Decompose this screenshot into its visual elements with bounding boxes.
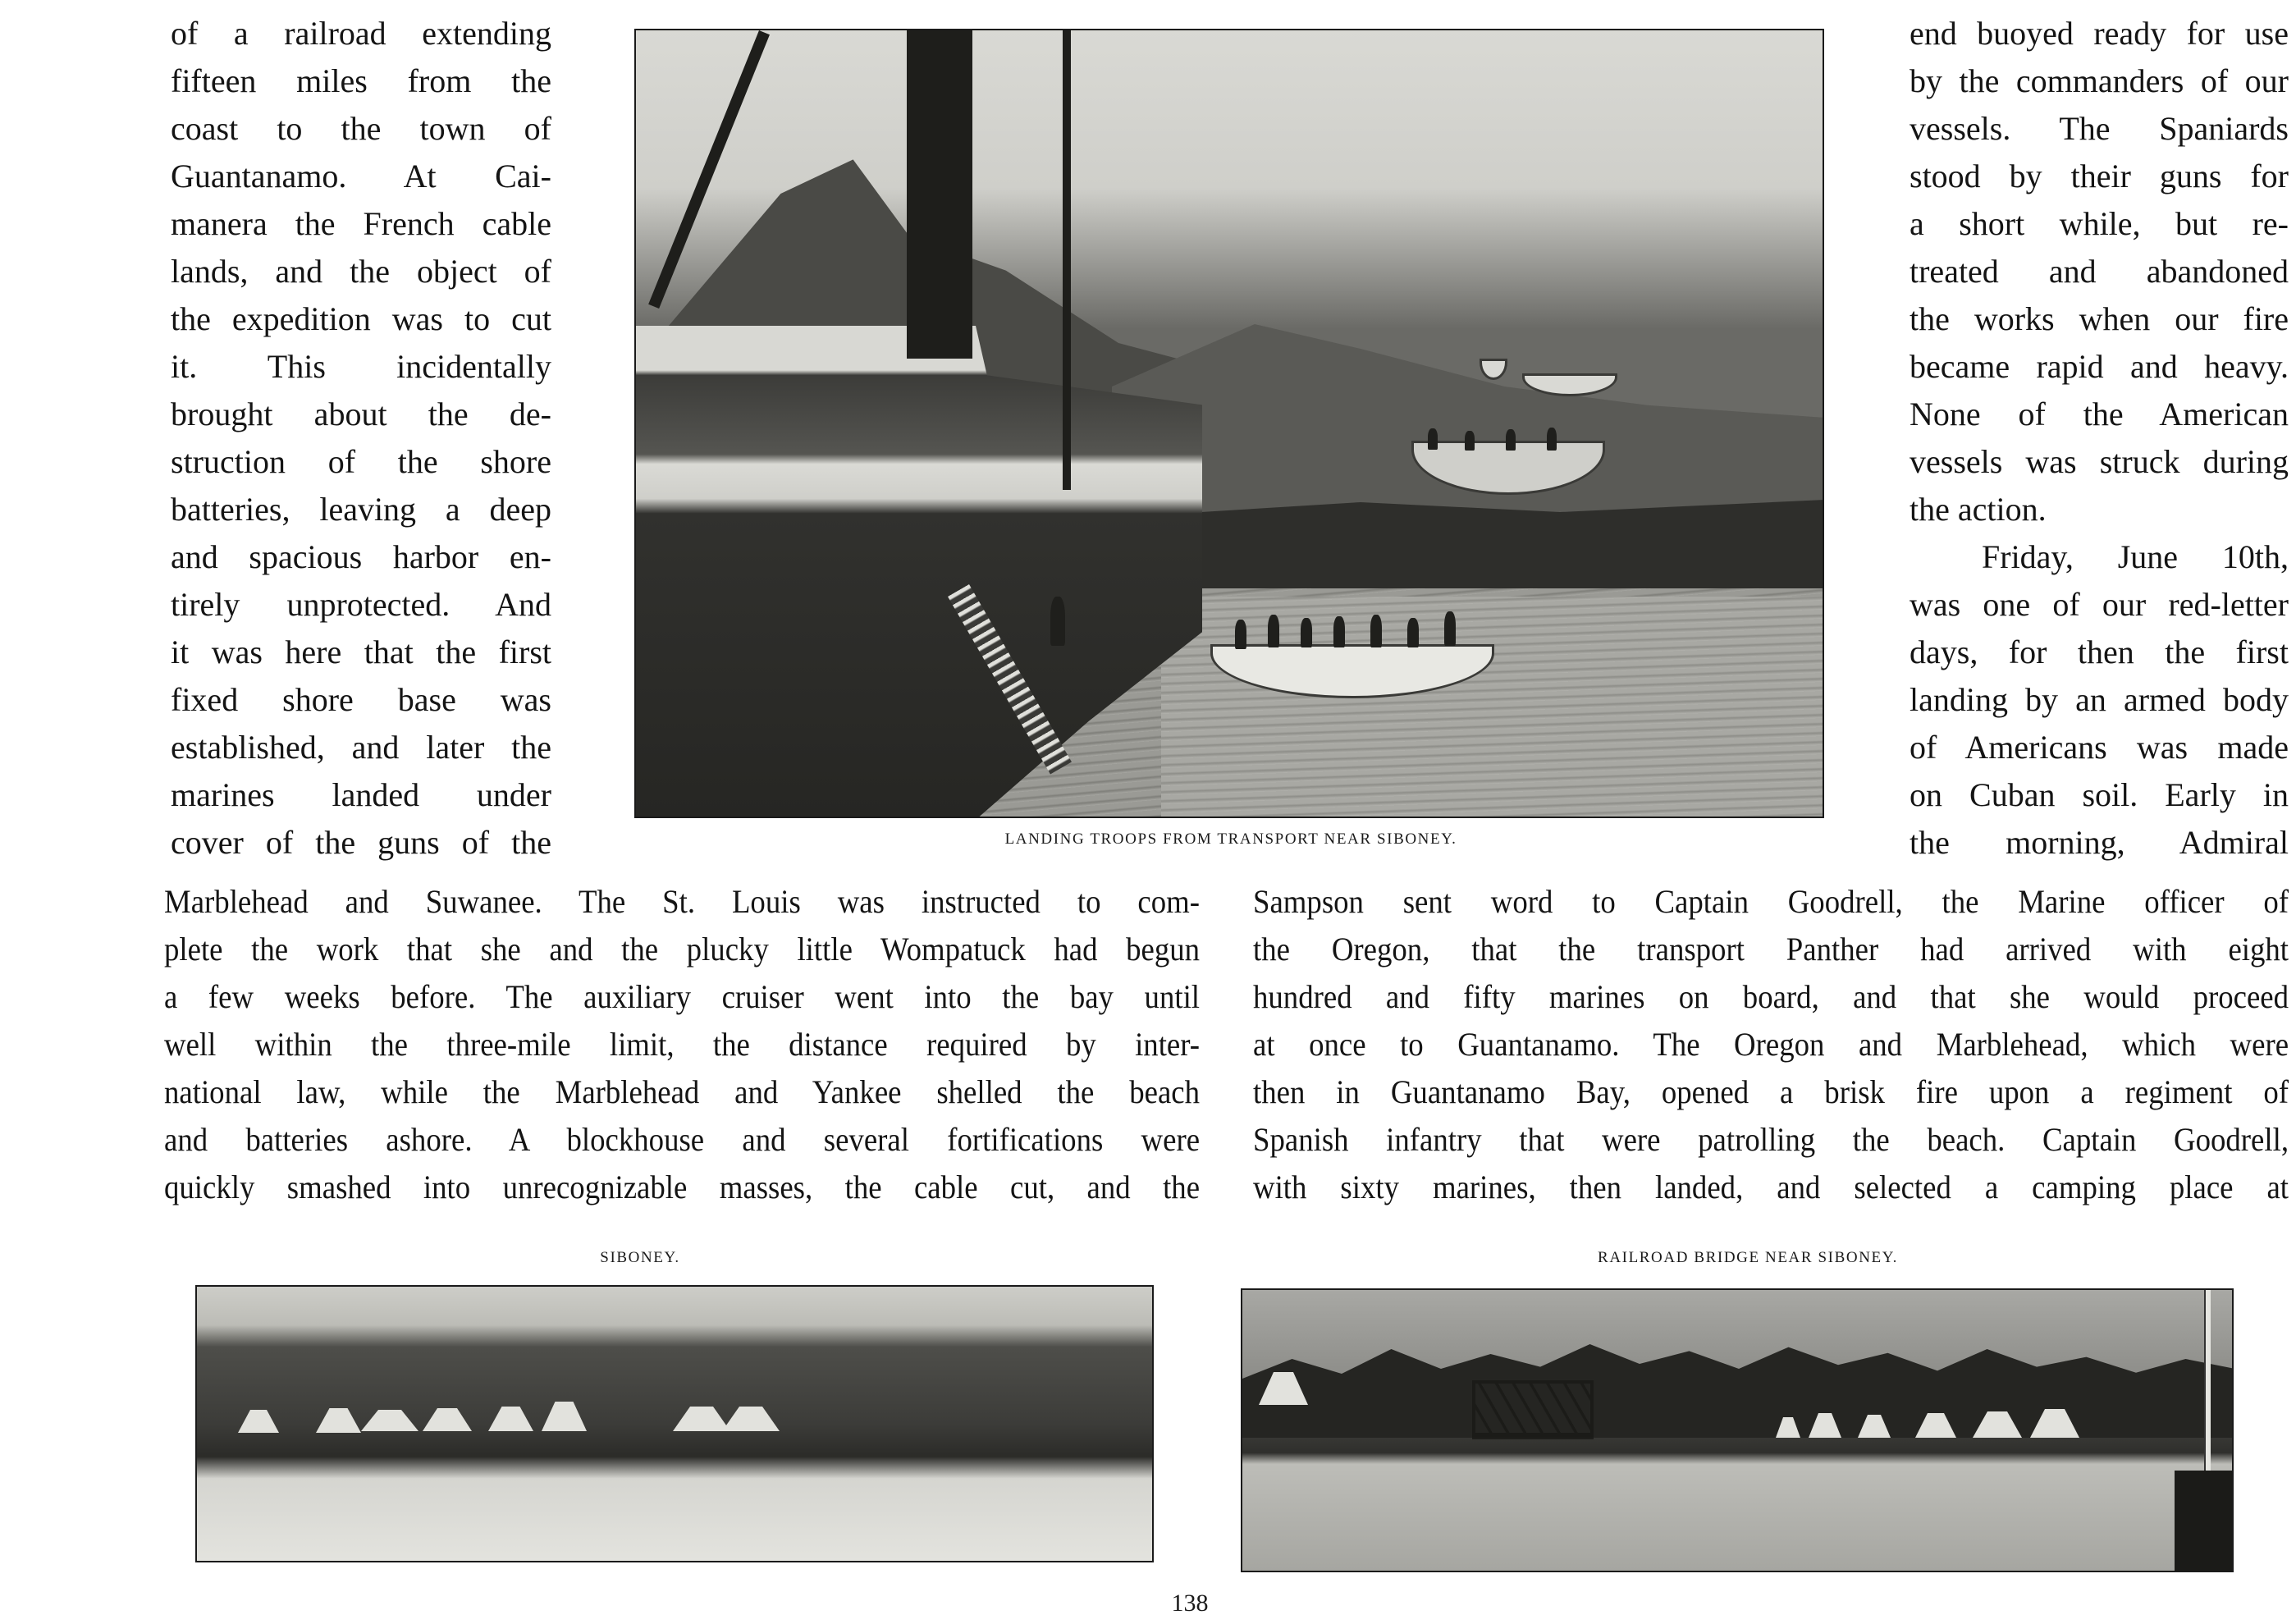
text-line: and batteries ashore. A blockhouse and several fortifications were	[164, 1121, 1201, 1158]
text-line: Spanish infantry that were patrolling the beach. Captain Goodrell,	[1253, 1121, 2289, 1158]
tent-shape	[488, 1407, 533, 1431]
page-number: 138	[1171, 1590, 1209, 1617]
photo-siboney	[195, 1285, 1154, 1562]
soldier-figure	[1465, 431, 1475, 451]
text-line: days, for then the first	[1910, 634, 2289, 670]
bottom-left-paragraph	[164, 878, 1200, 1211]
text-line: Friday, June 10th,	[1982, 538, 2289, 575]
soldier-figure	[1428, 428, 1438, 450]
right-text-column	[1910, 10, 2289, 867]
text-line: landing by an armed body	[1910, 681, 2289, 718]
figure-caption-main: LANDING TROOPS FROM TRANSPORT NEAR SIBONEY.	[1004, 830, 1457, 848]
tent-shape	[673, 1407, 730, 1431]
bottom-right-paragraph	[1253, 878, 2289, 1211]
text-line: fifteen miles from the	[171, 62, 551, 99]
soldier-figure	[1547, 428, 1557, 451]
text-line: struction of the shore	[171, 443, 551, 480]
text-line: established, and later the	[171, 729, 551, 766]
text-line: with sixty marines, then landed, and selected a camping place at	[1253, 1169, 2289, 1205]
text-line: treated and abandoned	[1910, 253, 2289, 290]
text-line: stood by their guns for	[1910, 158, 2289, 194]
tent-shape	[542, 1402, 587, 1431]
text-line: on Cuban soil. Early in	[1910, 776, 2289, 813]
water-shape	[1161, 597, 1824, 818]
soldier-figure	[1370, 615, 1382, 647]
text-line: the expedition was to cut	[171, 300, 551, 337]
text-line: of Americans was made	[1910, 729, 2289, 766]
text-line: by the commanders of our	[1910, 62, 2289, 99]
text-line: lands, and the object of	[171, 253, 551, 290]
text-line: vessels. The Spaniards	[1910, 110, 2289, 147]
text-line: batteries, leaving a deep	[171, 491, 551, 528]
text-line: manera the French cable	[171, 205, 551, 242]
text-line: then in Guantanamo Bay, opened a brisk fire upon a regiment of	[1253, 1073, 2289, 1110]
ship-mast-shape	[1063, 30, 1071, 490]
text-line: vessels was struck during	[1910, 443, 2289, 480]
text-line: at once to Guantanamo. The Oregon and Marblehead, which were	[1253, 1026, 2289, 1063]
text-line: fixed shore base was	[171, 681, 551, 718]
tent-shape	[423, 1408, 472, 1431]
soldier-figure	[1050, 597, 1065, 646]
soldier-figure	[1407, 618, 1419, 647]
text-line: None of the American	[1910, 396, 2289, 432]
treeline-shape	[1242, 1339, 2234, 1438]
text-line: hundred and fifty marines on board, and that she would proceed	[1253, 978, 2289, 1015]
text-line: Marblehead and Suwanee. The St. Louis was instructed to com-	[164, 883, 1201, 920]
photo-railroad-bridge	[1241, 1288, 2234, 1572]
figure-caption-siboney: SIBONEY.	[600, 1249, 680, 1266]
soldier-figure	[1301, 618, 1312, 647]
ship-funnel-shape	[907, 30, 972, 359]
figure-caption-bridge: RAILROAD BRIDGE NEAR SIBONEY.	[1598, 1249, 1898, 1266]
soldier-figure	[1333, 616, 1345, 647]
text-line: was one of our red-letter	[1910, 586, 2289, 623]
rowboat-shape	[1480, 359, 1507, 380]
tent-shape	[361, 1410, 418, 1431]
text-line: the Oregon, that the transport Panther had arrived with eight	[1253, 931, 2289, 968]
text-line: Sampson sent word to Captain Goodrell, the Marine officer of	[1253, 883, 2289, 920]
tent-shape	[722, 1407, 780, 1431]
text-line: national law, while the Marblehead and Yankee shelled the beach	[164, 1073, 1201, 1110]
text-line: the action.	[1910, 491, 2047, 528]
text-line: cover of the guns of the	[171, 824, 551, 861]
tent-shape	[238, 1410, 279, 1433]
soldier-figure	[1235, 620, 1246, 649]
left-text-column	[171, 10, 551, 867]
text-line: became rapid and heavy.	[1910, 348, 2289, 385]
soldier-figure	[1444, 611, 1456, 646]
text-line: quickly smashed into unrecognizable masses, the cable cut, and the	[164, 1169, 1201, 1205]
text-line: it. This incidentally	[171, 348, 551, 385]
text-line: plete the work that she and the plucky little Wompatuck had begun	[164, 931, 1201, 968]
text-line: coast to the town of	[171, 110, 551, 147]
photo-landing-troops	[634, 29, 1824, 818]
text-line: tirely unprotected. And	[171, 586, 551, 623]
text-line: a short while, but re-	[1910, 205, 2289, 242]
text-line: a few weeks before. The auxiliary cruiser went into the bay until	[164, 978, 1201, 1015]
text-line: the works when our fire	[1910, 300, 2289, 337]
soldier-figure	[1506, 429, 1516, 451]
text-line: end buoyed ready for use	[1910, 15, 2289, 52]
ship-edge-shape	[2175, 1471, 2232, 1572]
text-line: and spacious harbor en-	[171, 538, 551, 575]
text-line: Guantanamo. At Cai-	[171, 158, 551, 194]
text-line: it was here that the first	[171, 634, 551, 670]
tent-shape	[316, 1408, 361, 1433]
bridge-truss-shape	[1472, 1380, 1594, 1439]
text-line: brought about the de-	[171, 396, 551, 432]
text-line: the morning, Admiral	[1910, 824, 2289, 861]
text-line: marines landed under	[171, 776, 551, 813]
text-line: well within the three-mile limit, the distance required by inter-	[164, 1026, 1201, 1063]
soldier-figure	[1268, 615, 1279, 647]
text-line: of a railroad extending	[171, 15, 551, 52]
